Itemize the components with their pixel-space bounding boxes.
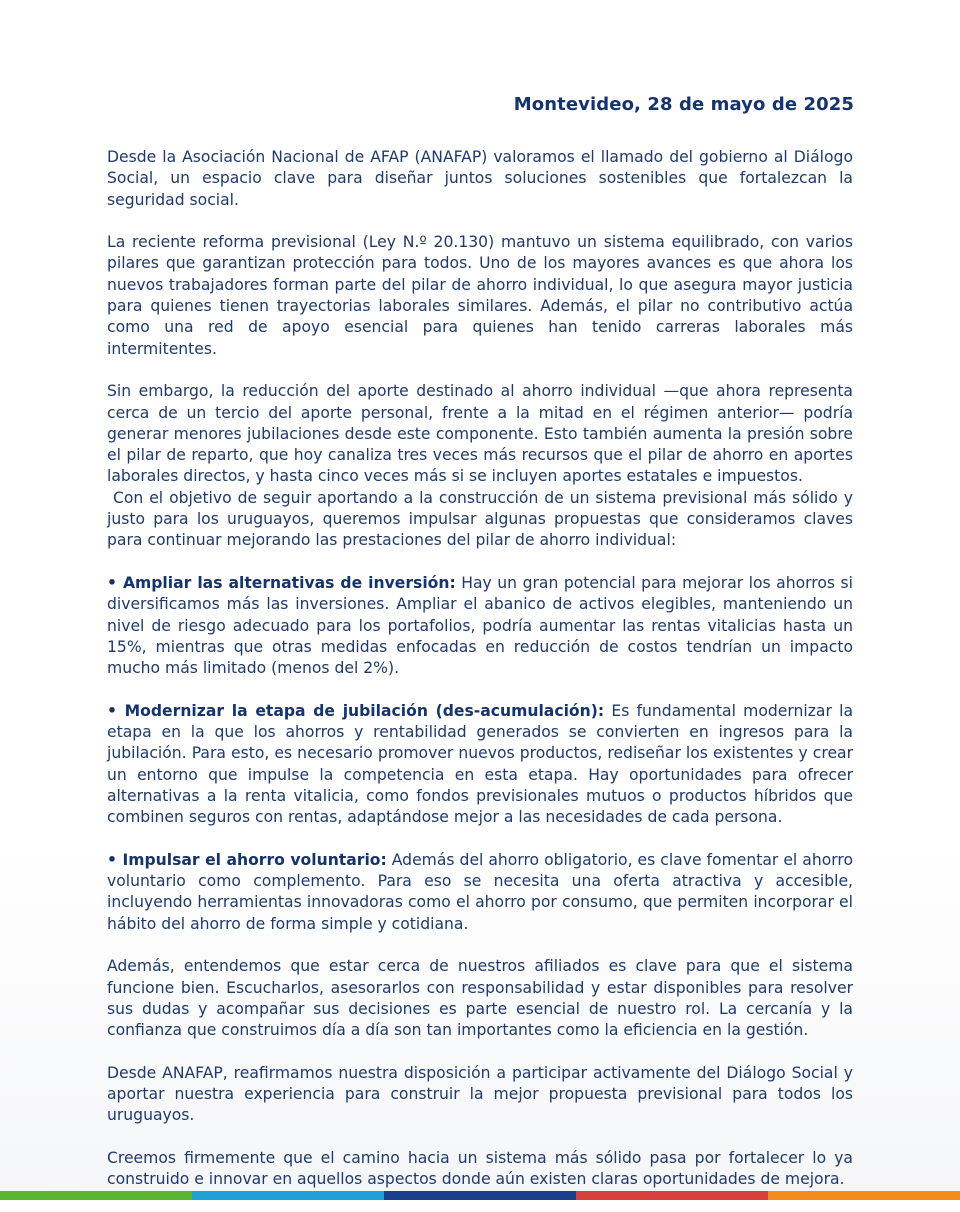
- proposal-investment-title: • Ampliar las alternativas de inversión:: [107, 573, 456, 592]
- paragraph-intro: Desde la Asociación Nacional de AFAP (ANAFAP) valoramos el llamado del gobierno al Diálogo Social, un espacio clave para diseñar juntos soluciones sostenibles que fortalezcan la seguridad social.: [107, 148, 853, 209]
- bar-segment-lightblue: [192, 1191, 384, 1200]
- paragraph-commitment: Desde ANAFAP, reafirmamos nuestra disposición a participar activamente del Diálogo Social y aportar nuestra experiencia para construir la mejor propuesta previsional para todos los uruguayos.: [107, 1063, 853, 1125]
- paragraph-objective: [107, 488, 853, 552]
- paragraph-closing: Creemos firmemente que el camino hacia un sistema más sólido pasa por fortalecer lo ya construido e innovar en aquellos aspectos donde aún existen claras oportunidades de mejora.: [107, 1148, 853, 1189]
- bar-segment-red: [576, 1191, 768, 1200]
- paragraph-objective-text: Con el objetivo de seguir aportando a la construcción de un sistema previsional más sólido y justo para los uruguayos, queremos impulsar algunas propuestas que consideramos claves para continuar mejorando las prestaciones del pilar de ahorro individual:: [107, 488, 853, 550]
- paragraph-affiliates: Además, entendemos que estar cerca de nuestros afiliados es clave para que el sistema funcione bien. Escucharlos, asesorarlos con responsabilidad y estar disponibles para resolver sus dudas y acompañar sus decisiones es parte esencial de nuestro rol. La cercanía y la confianza que construimos día a día son tan importantes como la eficiencia en la gestión.: [107, 957, 853, 1040]
- bar-segment-green: [0, 1191, 192, 1200]
- bar-segment-orange: [768, 1191, 960, 1200]
- paragraph-reform: La reciente reforma previsional (Ley N.º 20.130) mantuvo un sistema equilibrado, con varios pilares que garantizan protección para todos. Uno de los mayores avances es que ahora los nuevos trabajadores forman parte del pilar de ahorro individual, lo que asegura mayor justicia para quienes tienen trayectorias laborales similares. Además, el pilar no contributivo actúa como una red de apoyo esencial para quienes han tenido carreras laborales más intermitentes.: [107, 233, 853, 358]
- brand-color-bar: [0, 1191, 960, 1200]
- proposal-investment-text: Hay un gran potencial para mejorar los ahorros si diversificamos más las inversiones. Ampliar el abanico de activos elegibles, manteniendo un nivel de riesgo adecuado para los portafolios, podría aumentar las rentas vitalicias hasta un 15%, mientras que otras medidas enfocadas en reducción de costos tendrían un impacto mucho más limitado (menos del 2%).: [107, 573, 854, 678]
- proposal-voluntary-text: Además del ahorro obligatorio, es clave fomentar el ahorro voluntario como complemento. Para eso se necesita una oferta atractiva y accesible, incluyendo herramientas innovadoras como el ahorro por consumo, que permiten incorporar el hábito del ahorro de forma simple y cotidiana.: [107, 850, 853, 933]
- proposal-retirement: [107, 701, 853, 829]
- proposal-retirement-text: Es fundamental modernizar la etapa en la que los ahorros y rentabilidad generados se convierten en ingresos para la jubilación. Para esto, es necesario promover nuevos productos, rediseñar los existentes y crear un entorno que impulse la competencia en esta etapa. Hay oportunidades para ofrecer alternativas a la renta vitalicia, como fondos previsionales mutuos o productos híbridos que combinen seguros con rentas, adaptándose mejor a las necesidades de cada persona.: [107, 701, 853, 827]
- letter-date: Montevideo, 28 de mayo de 2025: [513, 94, 854, 115]
- bar-segment-navy: [384, 1191, 576, 1200]
- letter-body: [107, 147, 853, 1212]
- proposal-investment: [107, 573, 853, 679]
- paragraph-reduction: Sin embargo, la reducción del aporte destinado al ahorro individual —que ahora representa cerca de un tercio del aporte personal, frente a la mitad en el régimen anterior— podría generar menores jubilaciones desde este componente. Esto también aumenta la presión sobre el pilar de reparto, que hoy canaliza tres veces más recursos que el pilar de ahorro en aportes laborales directos, y hasta cinco veces más si se incluyen aportes estatales e impuestos.: [107, 382, 853, 486]
- proposal-retirement-title: • Modernizar la etapa de jubilación (des-acumulación):: [107, 701, 605, 720]
- proposal-voluntary-title: • Impulsar el ahorro voluntario:: [107, 850, 387, 869]
- proposal-voluntary: [107, 850, 853, 935]
